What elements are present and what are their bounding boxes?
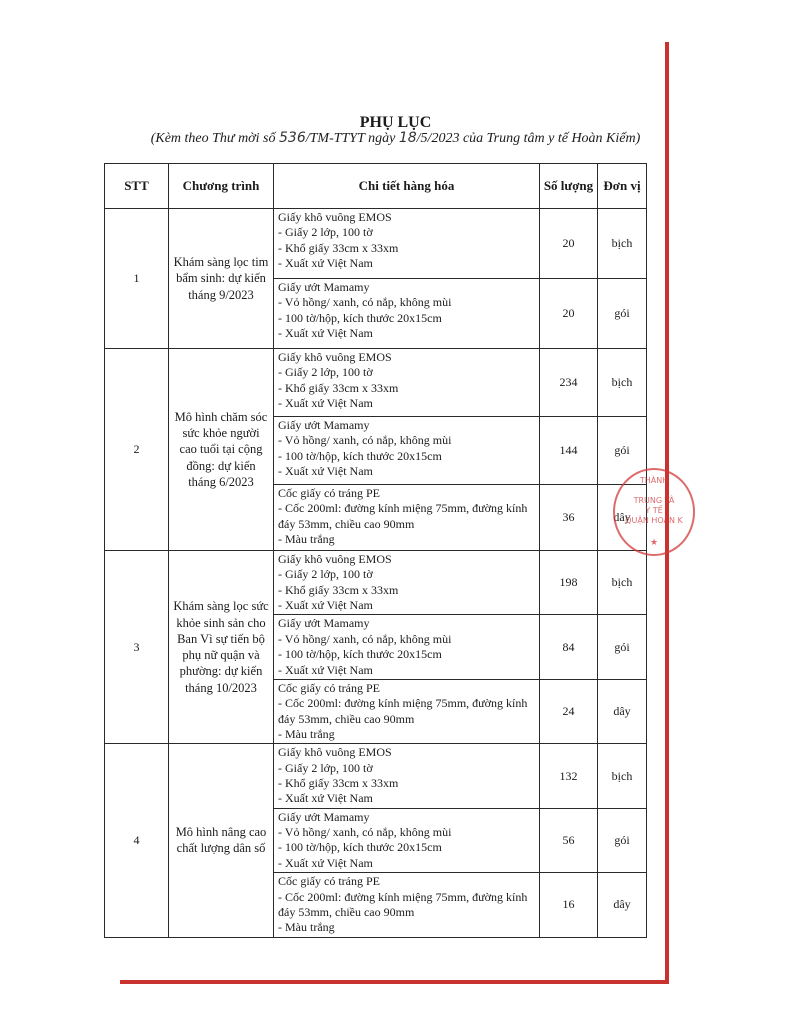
qty-cell: 234 — [540, 349, 598, 417]
item-title: Cốc giấy có tráng PE — [278, 486, 380, 500]
item-title: Giấy khô vuông EMOS — [278, 350, 392, 364]
stt-cell: 1 — [105, 209, 169, 349]
item-line: - Khổ giấy 33cm x 33xm — [278, 240, 399, 255]
page-edge-bottom — [120, 980, 669, 984]
stamp-line-3: QUẬN HOÀN K — [625, 516, 683, 525]
star-icon: ★ — [649, 538, 659, 548]
program-cell: Khám sàng lọc tim bẩm sinh: dự kiến tháng 9/2023 — [169, 209, 274, 349]
item-line: - Màu trắng — [278, 920, 335, 935]
detail-cell — [274, 679, 540, 743]
qty-cell: 24 — [540, 679, 598, 743]
item-line: - Vỏ hồng/ xanh, có nắp, không mùi — [278, 631, 452, 646]
unit-cell: bịch — [598, 209, 647, 279]
unit-cell: gói — [598, 808, 647, 872]
item-line: - 100 tờ/hộp, kích thước 20x15cm — [278, 310, 442, 325]
item-line: - Xuất xứ Việt Nam — [278, 855, 373, 870]
item-line: - Giấy 2 lớp, 100 tờ — [278, 567, 373, 582]
item-line: - Vỏ hồng/ xanh, có nắp, không mùi — [278, 295, 452, 310]
item-line: - Xuất xứ Việt Nam — [278, 662, 373, 677]
unit-cell: bịch — [598, 349, 647, 417]
item-line: - Xuất xứ Việt Nam — [278, 326, 373, 341]
handwritten-day: 18 — [398, 130, 417, 146]
unit-cell: gói — [598, 279, 647, 349]
detail-cell — [274, 279, 540, 349]
item-line: - Xuất xứ Việt Nam — [278, 256, 373, 271]
unit-cell: dây — [598, 873, 647, 937]
page-subtitle — [0, 130, 791, 147]
item-line: - Xuất xứ Việt Nam — [278, 598, 373, 613]
item-line: - Giấy 2 lớp, 100 tờ — [278, 225, 373, 240]
item-title: Giấy khô vuông EMOS — [278, 552, 392, 566]
detail-cell — [274, 615, 540, 679]
subtitle-post: /5/2023 của Trung tâm y tế Hoàn Kiếm) — [416, 131, 641, 146]
detail-cell — [274, 808, 540, 872]
official-seal-stamp — [613, 468, 695, 556]
qty-cell: 16 — [540, 873, 598, 937]
item-title: Giấy ướt Mamamy — [278, 616, 370, 631]
item-line: - Cốc 200ml: đường kính miệng 75mm, đường kính đáy 53mm, chiều cao 90mm — [278, 889, 528, 919]
item-line: - Khổ giấy 33cm x 33xm — [278, 776, 399, 791]
item-title: Cốc giấy có tráng PE — [278, 874, 380, 889]
unit-cell: dây — [598, 485, 647, 551]
table-header-row — [105, 164, 647, 209]
item-title: Giấy khô vuông EMOS — [278, 210, 392, 224]
page-title: PHỤ LỤC — [359, 114, 432, 131]
detail-cell — [274, 417, 540, 485]
item-title: Giấy ướt Mamamy — [278, 418, 370, 432]
item-line: - Giấy 2 lớp, 100 tờ — [278, 365, 373, 380]
item-title: Giấy ướt Mamamy — [278, 280, 370, 294]
item-line: - Vỏ hồng/ xanh, có nắp, không mùi — [278, 825, 452, 840]
program-cell: Mô hình nâng cao chất lượng dân số — [169, 744, 274, 937]
item-line: - 100 tờ/hộp, kích thước 20x15cm — [278, 647, 442, 662]
header-unit: Đơn vị — [598, 164, 647, 209]
item-line: - Màu trắng — [278, 532, 335, 547]
item-line: - Khổ giấy 33cm x 33xm — [278, 380, 399, 395]
stt-cell: 3 — [105, 551, 169, 744]
item-line: - 100 tờ/hộp, kích thước 20x15cm — [278, 840, 442, 855]
unit-cell: dây — [598, 679, 647, 743]
item-line: - Khổ giấy 33cm x 33xm — [278, 582, 399, 597]
qty-cell: 132 — [540, 744, 598, 808]
stt-cell: 4 — [105, 744, 169, 937]
program-cell: Khám sàng lọc sức khỏe sinh sản cho Ban Vì sự tiến bộ phụ nữ quận và phường: dự kiến tháng 10/2023 — [169, 551, 274, 744]
unit-cell: bịch — [598, 551, 647, 615]
qty-cell: 144 — [540, 417, 598, 485]
item-line: - 100 tờ/hộp, kích thước 20x15cm — [278, 448, 442, 463]
stamp-line-2: Y TẾ — [645, 506, 663, 515]
program-cell: Mô hình chăm sóc sức khỏe người cao tuổi tại cộng đồng: dự kiến tháng 6/2023 — [169, 349, 274, 551]
detail-cell — [274, 744, 540, 808]
item-line: - Giấy 2 lớp, 100 tờ — [278, 760, 373, 775]
item-line: - Xuất xứ Việt Nam — [278, 464, 373, 479]
item-line: - Xuất xứ Việt Nam — [278, 791, 373, 806]
table-row — [105, 551, 647, 615]
handwritten-doc-number: 536 — [279, 130, 306, 146]
item-line: - Màu trắng — [278, 726, 335, 741]
stamp-top-text: THÀNH — [639, 476, 669, 485]
appendix-table — [104, 163, 647, 938]
table-row — [105, 744, 647, 808]
detail-cell — [274, 209, 540, 279]
header-detail: Chi tiết hàng hóa — [274, 164, 540, 209]
table-row — [105, 209, 647, 279]
unit-cell: gói — [598, 615, 647, 679]
table-row — [105, 349, 647, 417]
detail-cell — [274, 873, 540, 937]
header-program: Chương trình — [169, 164, 274, 209]
subtitle-pre: (Kèm theo Thư mời số — [150, 131, 279, 146]
detail-cell — [274, 485, 540, 551]
item-line: - Cốc 200ml: đường kính miệng 75mm, đường kính đáy 53mm, chiều cao 90mm — [278, 696, 528, 726]
detail-cell — [274, 349, 540, 417]
qty-cell: 20 — [540, 209, 598, 279]
qty-cell: 36 — [540, 485, 598, 551]
item-line: - Cốc 200ml: đường kính miệng 75mm, đường kính đáy 53mm, chiều cao 90mm — [278, 501, 528, 531]
qty-cell: 20 — [540, 279, 598, 349]
header-qty: Số lượng — [540, 164, 598, 209]
header-stt: STT — [105, 164, 169, 209]
unit-cell: bịch — [598, 744, 647, 808]
detail-cell — [274, 551, 540, 615]
qty-cell: 84 — [540, 615, 598, 679]
item-line: - Xuất xứ Việt Nam — [278, 396, 373, 411]
item-line: - Vỏ hồng/ xanh, có nắp, không mùi — [278, 433, 452, 448]
item-title: Giấy ướt Mamamy — [278, 809, 370, 824]
stamp-line-1: TRUNG TÂ — [633, 496, 675, 505]
unit-cell: gói — [598, 417, 647, 485]
item-title: Giấy khô vuông EMOS — [278, 745, 392, 760]
subtitle-mid: /TM-TTYT ngày — [305, 131, 399, 146]
qty-cell: 56 — [540, 808, 598, 872]
stt-cell: 2 — [105, 349, 169, 551]
qty-cell: 198 — [540, 551, 598, 615]
item-title: Cốc giấy có tráng PE — [278, 680, 380, 695]
